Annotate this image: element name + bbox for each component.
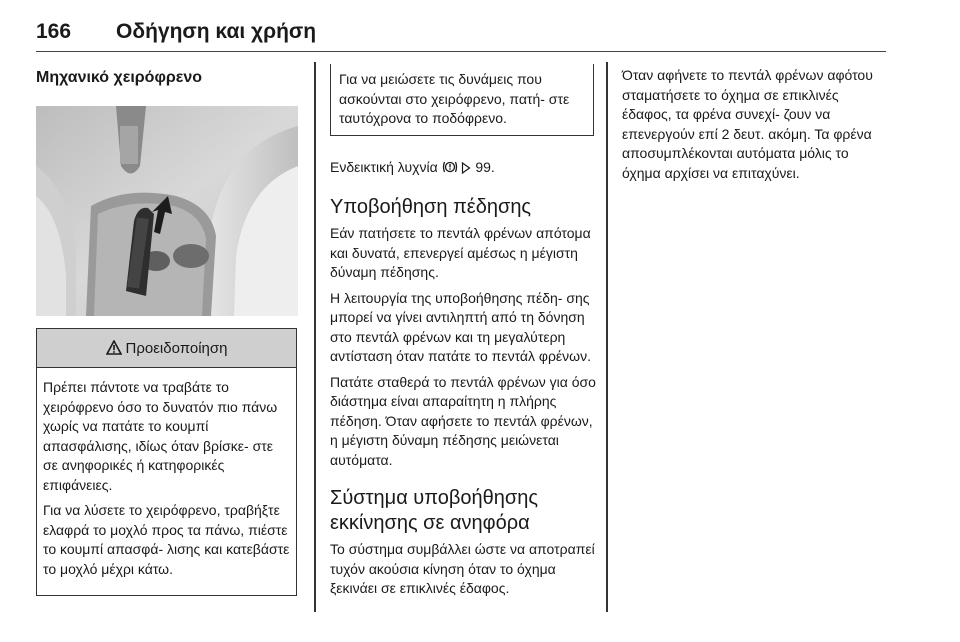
warning-paragraph: Πρέπει πάντοτε να τραβάτε το χειρόφρενο όσο το δυνατόν πιο πάνω χωρίς να πατάτε το κουμπί απασφάλισης, ιδίως όταν βρίσκε‐ στε σε ανηφορικές ή κατηφορικές επιφάνειες. (43, 379, 278, 493)
brake-warning-lamp-icon (442, 160, 458, 180)
warning-title: Προειδοποίηση (125, 339, 228, 357)
page-header (0, 0, 960, 52)
brake-assist-paragraph: Εάν πατήσετε το πεντάλ φρένων απότομα και δυνατά, επενεργεί αμέσως η μέγιστη δύναμη πέδησης. (330, 225, 591, 280)
page-reference-arrow-icon (461, 160, 471, 180)
warning-triangle-icon (106, 340, 122, 356)
hill-start-continued-paragraph: Όταν αφήνετε το πεντάλ φρένων αφότου σταματήσετε το όχημα σε επικλινές έδαφος, τα φρένα συνεχί‐ ζουν να επενεργούν επί 2 δευτ. ακόμη. Τα φρένα αποσυμπλέκονται αυτόματα μόλις το όχημα αρχίσει να επιταχύνει. (622, 67, 873, 181)
indicator-text: Ενδεικτική λυχνία (330, 158, 438, 175)
column-divider (314, 62, 316, 612)
column-2 (330, 62, 598, 605)
brake-assist-paragraph: Η λειτουργία της υποβοήθησης πέδη‐ σης μπορεί να γίνει αντιληπτή από τη δόνηση στο πεντάλ φρένων και τη μεγαλύτερη αντίσταση όταν πατάτε το πεντάλ φρένων. (330, 289, 591, 364)
hill-start-heading: Σύστημα υποβοήθησης εκκίνησης σε ανηφόρα (330, 487, 538, 534)
brake-assist-paragraph: Πατάτε σταθερά το πεντάλ φρένων για όσο διάστημα είναι απαραίτητη η πλήρης πέδηση. Όταν αφήσετε το πεντάλ φρένων, η μέγιστη δύναμη πέδησης μειώνεται αυτόματα. (330, 373, 596, 468)
section-title: Μηχανικό χειρόφρενο (36, 69, 203, 86)
warning-body (37, 368, 296, 595)
brake-assist-heading: Υποβοήθηση πέδησης (330, 196, 532, 218)
handbrake-illustration (36, 106, 298, 316)
note-box: Για να μειώσετε τις δυνάμεις που ασκούνται στο χειρόφρενο, πατή‐ στε ταυτόχρονα το ποδόφρενο. (330, 64, 594, 136)
handbrake-illustration-graphic (36, 106, 298, 316)
header-rule (36, 51, 886, 52)
page-number: 166 (36, 20, 72, 43)
warning-box (36, 328, 297, 596)
warning-paragraph: Για να λύσετε το χειρόφρενο, τραβήξτε ελαφρά το μοχλό προς τα πάνω, πιέστε το κουμπί απασφά‐ λισης και κατεβάστε το μοχλό μέχρι κάτω. (43, 502, 290, 577)
warning-header (37, 329, 296, 368)
indicator-page-ref: 99. (475, 158, 495, 175)
hill-start-paragraph: Το σύστημα συμβάλλει ώστε να αποτραπεί τυχόν ακούσια κίνηση όταν το όχημα ξεκινάει σε επικλινές έδαφος. (330, 541, 595, 596)
column-divider (606, 62, 608, 612)
column-3 (622, 66, 884, 189)
column-1 (36, 60, 298, 596)
running-title: Οδήγηση και χρήση (116, 20, 317, 43)
indicator-line (330, 158, 598, 180)
